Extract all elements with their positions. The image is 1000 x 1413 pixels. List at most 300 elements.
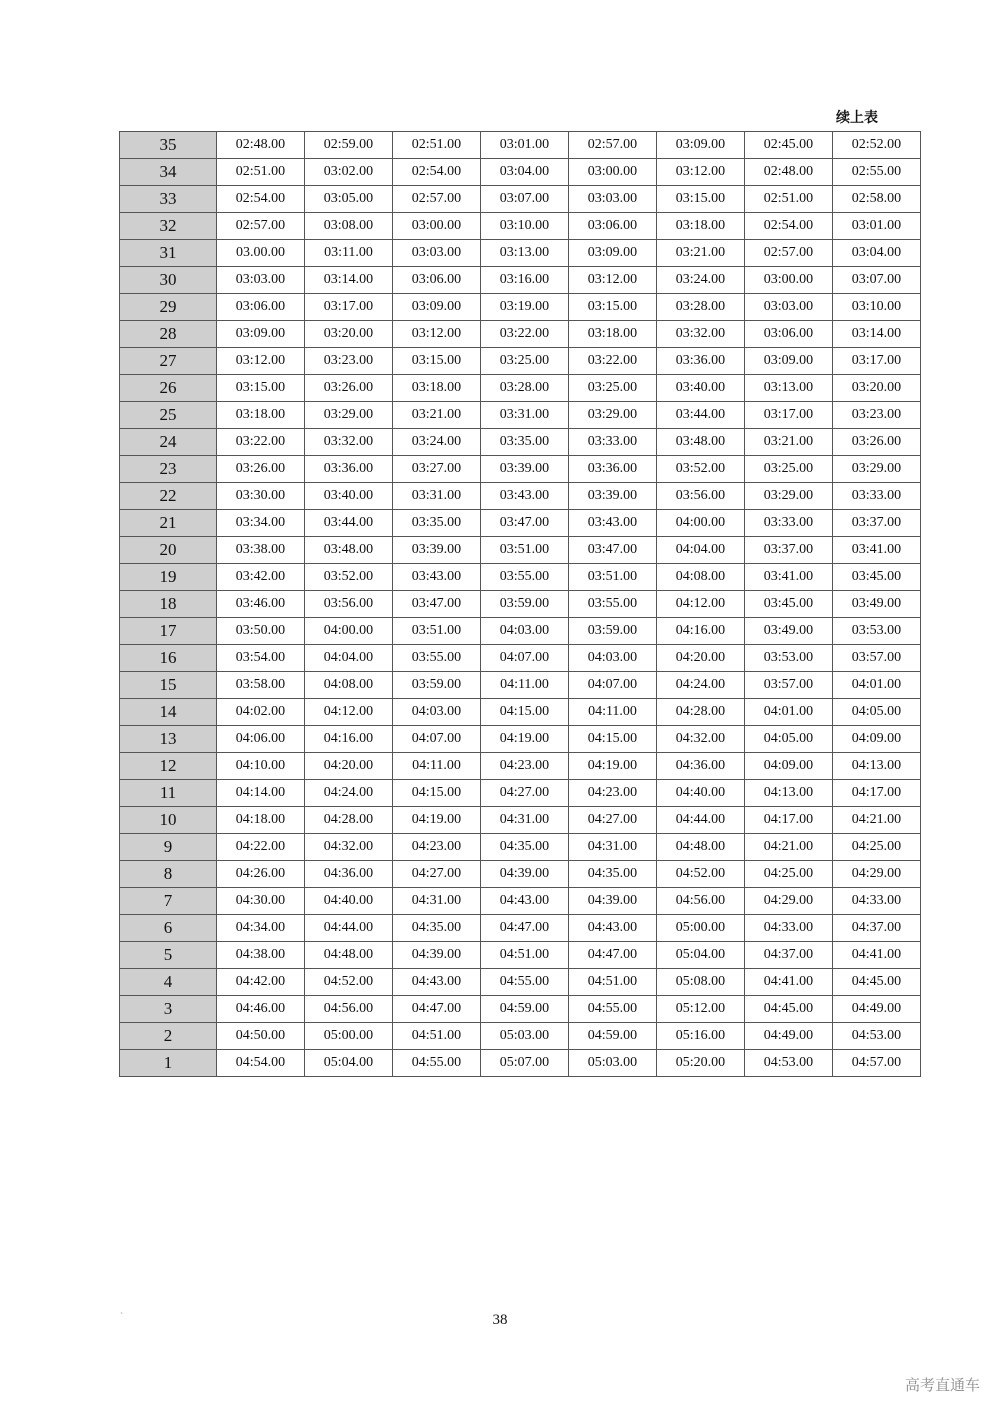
score-cell: 6	[120, 915, 217, 942]
time-cell: 03:36.00	[569, 456, 657, 483]
time-cell: 02:57.00	[569, 132, 657, 159]
table-row	[120, 402, 921, 429]
time-cell: 03:06.00	[569, 213, 657, 240]
score-cell: 22	[120, 483, 217, 510]
table-row	[120, 1023, 921, 1050]
score-cell: 17	[120, 618, 217, 645]
time-cell: 03:43.00	[393, 564, 481, 591]
time-cell: 03:26.00	[305, 375, 393, 402]
time-cell: 03:31.00	[393, 483, 481, 510]
time-cell: 04:12.00	[305, 699, 393, 726]
time-cell: 03:15.00	[217, 375, 305, 402]
table-row	[120, 321, 921, 348]
time-cell: 03:36.00	[305, 456, 393, 483]
score-cell: 32	[120, 213, 217, 240]
table-row	[120, 591, 921, 618]
time-cell: 04:46.00	[217, 996, 305, 1023]
time-cell: 03:46.00	[217, 591, 305, 618]
time-cell: 03:51.00	[393, 618, 481, 645]
time-cell: 04:52.00	[305, 969, 393, 996]
time-cell: 03:59.00	[393, 672, 481, 699]
time-cell: 03:18.00	[569, 321, 657, 348]
time-cell: 04:40.00	[305, 888, 393, 915]
time-cell: 02:54.00	[745, 213, 833, 240]
time-cell: 03:09.00	[745, 348, 833, 375]
time-cell: 05:16.00	[657, 1023, 745, 1050]
time-cell: 03:43.00	[481, 483, 569, 510]
time-cell: 04:12.00	[657, 591, 745, 618]
time-cell: 04:49.00	[745, 1023, 833, 1050]
time-cell: 03:03.00	[393, 240, 481, 267]
time-cell: 04:55.00	[481, 969, 569, 996]
time-cell: 03:07.00	[481, 186, 569, 213]
time-cell: 05:00.00	[657, 915, 745, 942]
time-cell: 03:02.00	[305, 159, 393, 186]
time-cell: 03:09.00	[393, 294, 481, 321]
time-cell: 03:21.00	[657, 240, 745, 267]
score-cell: 35	[120, 132, 217, 159]
time-cell: 04:55.00	[569, 996, 657, 1023]
time-cell: 03:00.00	[393, 213, 481, 240]
time-cell: 03:25.00	[481, 348, 569, 375]
time-cell: 03:03.00	[217, 267, 305, 294]
time-cell: 04:05.00	[745, 726, 833, 753]
time-cell: 04:20.00	[657, 645, 745, 672]
time-cell: 03:38.00	[217, 537, 305, 564]
time-cell: 03:23.00	[305, 348, 393, 375]
score-cell: 20	[120, 537, 217, 564]
score-cell: 24	[120, 429, 217, 456]
table-row	[120, 834, 921, 861]
time-cell: 03:55.00	[569, 591, 657, 618]
time-cell: 04:35.00	[481, 834, 569, 861]
time-cell: 04:09.00	[833, 726, 921, 753]
time-cell: 03:10.00	[833, 294, 921, 321]
time-cell: 03:29.00	[833, 456, 921, 483]
time-cell: 03:53.00	[833, 618, 921, 645]
time-cell: 03:17.00	[745, 402, 833, 429]
time-cell: 03:25.00	[745, 456, 833, 483]
time-cell: 04:32.00	[305, 834, 393, 861]
score-time-table	[119, 131, 921, 1077]
time-cell: 04:55.00	[393, 1050, 481, 1077]
time-cell: 04:09.00	[745, 753, 833, 780]
table-row	[120, 861, 921, 888]
time-cell: 04:47.00	[569, 942, 657, 969]
time-cell: 03:12.00	[657, 159, 745, 186]
time-cell: 02:54.00	[393, 159, 481, 186]
time-cell: 03:39.00	[569, 483, 657, 510]
time-cell: 04:15.00	[569, 726, 657, 753]
time-cell: 03:27.00	[393, 456, 481, 483]
time-cell: 03:05.00	[305, 186, 393, 213]
time-cell: 03:45.00	[833, 564, 921, 591]
time-cell: 03:32.00	[657, 321, 745, 348]
time-cell: 04:11.00	[481, 672, 569, 699]
table-row	[120, 537, 921, 564]
score-cell: 15	[120, 672, 217, 699]
table-row	[120, 132, 921, 159]
time-cell: 03:13.00	[481, 240, 569, 267]
time-cell: 03:20.00	[305, 321, 393, 348]
time-cell: 03:04.00	[481, 159, 569, 186]
score-cell: 26	[120, 375, 217, 402]
table-row	[120, 294, 921, 321]
time-cell: 03:40.00	[305, 483, 393, 510]
time-cell: 04:00.00	[657, 510, 745, 537]
time-cell: 02:45.00	[745, 132, 833, 159]
time-cell: 02:57.00	[217, 213, 305, 240]
time-cell: 04:59.00	[481, 996, 569, 1023]
time-cell: 03:06.00	[217, 294, 305, 321]
time-cell: 04:17.00	[833, 780, 921, 807]
time-cell: 03:22.00	[217, 429, 305, 456]
time-cell: 03:21.00	[393, 402, 481, 429]
time-cell: 03:26.00	[833, 429, 921, 456]
time-cell: 04:45.00	[833, 969, 921, 996]
score-cell: 19	[120, 564, 217, 591]
time-cell: 03:01.00	[833, 213, 921, 240]
time-cell: 03:13.00	[745, 375, 833, 402]
score-cell: 8	[120, 861, 217, 888]
time-cell: 03:30.00	[217, 483, 305, 510]
table-row	[120, 456, 921, 483]
time-cell: 03:47.00	[569, 537, 657, 564]
time-cell: 04:42.00	[217, 969, 305, 996]
time-cell: 04:35.00	[393, 915, 481, 942]
time-cell: 04:38.00	[217, 942, 305, 969]
time-cell: 02:57.00	[393, 186, 481, 213]
time-cell: 04:32.00	[657, 726, 745, 753]
time-cell: 03:53.00	[745, 645, 833, 672]
time-cell: 04:45.00	[745, 996, 833, 1023]
time-cell: 05:08.00	[657, 969, 745, 996]
time-cell: 04:43.00	[393, 969, 481, 996]
time-cell: 04:21.00	[745, 834, 833, 861]
time-cell: 03.00.00	[217, 240, 305, 267]
time-cell: 03:10.00	[481, 213, 569, 240]
time-cell: 03:47.00	[393, 591, 481, 618]
table-row	[120, 564, 921, 591]
time-cell: 04:43.00	[569, 915, 657, 942]
time-cell: 04:31.00	[569, 834, 657, 861]
time-cell: 03:01.00	[481, 132, 569, 159]
time-cell: 03:33.00	[569, 429, 657, 456]
time-cell: 04:07.00	[393, 726, 481, 753]
time-cell: 04:24.00	[305, 780, 393, 807]
time-cell: 03:43.00	[569, 510, 657, 537]
time-cell: 03:06.00	[393, 267, 481, 294]
time-cell: 04:18.00	[217, 807, 305, 834]
time-cell: 03:14.00	[305, 267, 393, 294]
time-cell: 02:59.00	[305, 132, 393, 159]
time-cell: 03:58.00	[217, 672, 305, 699]
time-cell: 04:29.00	[833, 861, 921, 888]
time-cell: 04:13.00	[833, 753, 921, 780]
time-cell: 04:56.00	[657, 888, 745, 915]
time-cell: 03:12.00	[217, 348, 305, 375]
table-row	[120, 672, 921, 699]
time-cell: 03:55.00	[481, 564, 569, 591]
time-cell: 04:27.00	[569, 807, 657, 834]
time-cell: 03:49.00	[745, 618, 833, 645]
time-cell: 03:51.00	[569, 564, 657, 591]
score-cell: 33	[120, 186, 217, 213]
score-cell: 34	[120, 159, 217, 186]
time-cell: 03:41.00	[833, 537, 921, 564]
time-cell: 04:48.00	[657, 834, 745, 861]
table-row	[120, 645, 921, 672]
time-cell: 04:59.00	[569, 1023, 657, 1050]
stray-mark: `	[120, 1312, 124, 1323]
time-cell: 04:02.00	[217, 699, 305, 726]
time-cell: 03:57.00	[833, 645, 921, 672]
time-cell: 03:09.00	[569, 240, 657, 267]
table-row	[120, 348, 921, 375]
time-cell: 03:20.00	[833, 375, 921, 402]
time-cell: 02:58.00	[833, 186, 921, 213]
time-cell: 04:10.00	[217, 753, 305, 780]
table-row	[120, 618, 921, 645]
time-cell: 05:07.00	[481, 1050, 569, 1077]
time-cell: 02:51.00	[393, 132, 481, 159]
time-cell: 03:44.00	[305, 510, 393, 537]
table-row	[120, 726, 921, 753]
time-cell: 03:50.00	[217, 618, 305, 645]
time-cell: 04:44.00	[657, 807, 745, 834]
time-cell: 04:29.00	[745, 888, 833, 915]
time-cell: 03:59.00	[481, 591, 569, 618]
time-cell: 03:23.00	[833, 402, 921, 429]
time-cell: 03:48.00	[657, 429, 745, 456]
time-cell: 03:57.00	[745, 672, 833, 699]
time-cell: 03:03.00	[569, 186, 657, 213]
time-cell: 04:39.00	[393, 942, 481, 969]
time-cell: 03:35.00	[481, 429, 569, 456]
time-cell: 03:37.00	[745, 537, 833, 564]
time-cell: 04:25.00	[833, 834, 921, 861]
time-cell: 03:35.00	[393, 510, 481, 537]
time-cell: 04:30.00	[217, 888, 305, 915]
time-cell: 03:29.00	[745, 483, 833, 510]
time-cell: 02:57.00	[745, 240, 833, 267]
time-cell: 03:06.00	[745, 321, 833, 348]
table-row	[120, 807, 921, 834]
score-cell: 1	[120, 1050, 217, 1077]
time-cell: 03:55.00	[393, 645, 481, 672]
time-cell: 04:50.00	[217, 1023, 305, 1050]
time-cell: 04:08.00	[657, 564, 745, 591]
time-cell: 05:04.00	[657, 942, 745, 969]
time-cell: 03:29.00	[305, 402, 393, 429]
time-cell: 03:42.00	[217, 564, 305, 591]
time-cell: 03:03.00	[745, 294, 833, 321]
time-cell: 02:51.00	[217, 159, 305, 186]
time-cell: 04:39.00	[481, 861, 569, 888]
table-row	[120, 888, 921, 915]
time-cell: 04:37.00	[833, 915, 921, 942]
time-cell: 04:34.00	[217, 915, 305, 942]
table-row	[120, 213, 921, 240]
table-row	[120, 996, 921, 1023]
time-cell: 03:17.00	[305, 294, 393, 321]
table-row	[120, 780, 921, 807]
time-cell: 04:06.00	[217, 726, 305, 753]
score-cell: 23	[120, 456, 217, 483]
time-cell: 03:25.00	[569, 375, 657, 402]
table-row	[120, 753, 921, 780]
score-cell: 10	[120, 807, 217, 834]
table-body	[120, 132, 921, 1077]
time-cell: 03:26.00	[217, 456, 305, 483]
time-cell: 03:36.00	[657, 348, 745, 375]
table-row	[120, 240, 921, 267]
score-cell: 25	[120, 402, 217, 429]
time-cell: 04:14.00	[217, 780, 305, 807]
time-cell: 03:41.00	[745, 564, 833, 591]
time-cell: 03:28.00	[481, 375, 569, 402]
time-cell: 04:36.00	[305, 861, 393, 888]
table-row	[120, 915, 921, 942]
time-cell: 04:43.00	[481, 888, 569, 915]
table-row	[120, 375, 921, 402]
time-cell: 03:49.00	[833, 591, 921, 618]
time-cell: 03:07.00	[833, 267, 921, 294]
time-cell: 04:01.00	[745, 699, 833, 726]
time-cell: 04:52.00	[657, 861, 745, 888]
table-row	[120, 267, 921, 294]
time-cell: 04:05.00	[833, 699, 921, 726]
time-cell: 04:51.00	[393, 1023, 481, 1050]
time-cell: 04:20.00	[305, 753, 393, 780]
score-cell: 28	[120, 321, 217, 348]
time-cell: 04:03.00	[481, 618, 569, 645]
score-cell: 11	[120, 780, 217, 807]
time-cell: 03:19.00	[481, 294, 569, 321]
time-cell: 03:18.00	[657, 213, 745, 240]
time-cell: 03:16.00	[481, 267, 569, 294]
score-cell: 7	[120, 888, 217, 915]
time-cell: 03:39.00	[393, 537, 481, 564]
time-cell: 02:55.00	[833, 159, 921, 186]
time-cell: 04:54.00	[217, 1050, 305, 1077]
time-cell: 04:57.00	[833, 1050, 921, 1077]
time-cell: 03:09.00	[657, 132, 745, 159]
time-cell: 03:17.00	[833, 348, 921, 375]
time-cell: 04:23.00	[569, 780, 657, 807]
time-cell: 03:48.00	[305, 537, 393, 564]
table-row	[120, 159, 921, 186]
score-cell: 13	[120, 726, 217, 753]
time-cell: 03:12.00	[393, 321, 481, 348]
time-cell: 03:22.00	[569, 348, 657, 375]
score-cell: 21	[120, 510, 217, 537]
time-cell: 03:33.00	[833, 483, 921, 510]
time-cell: 05:03.00	[481, 1023, 569, 1050]
time-cell: 04:07.00	[569, 672, 657, 699]
time-cell: 04:41.00	[833, 942, 921, 969]
time-cell: 03:47.00	[481, 510, 569, 537]
time-cell: 04:51.00	[481, 942, 569, 969]
time-cell: 04:53.00	[745, 1050, 833, 1077]
time-cell: 04:11.00	[569, 699, 657, 726]
time-cell: 04:24.00	[657, 672, 745, 699]
score-cell: 12	[120, 753, 217, 780]
time-cell: 04:26.00	[217, 861, 305, 888]
time-cell: 04:19.00	[393, 807, 481, 834]
time-cell: 04:47.00	[393, 996, 481, 1023]
time-cell: 04:48.00	[305, 942, 393, 969]
time-cell: 04:13.00	[745, 780, 833, 807]
time-cell: 03:08.00	[305, 213, 393, 240]
time-cell: 03:54.00	[217, 645, 305, 672]
time-cell: 03:24.00	[657, 267, 745, 294]
time-cell: 04:36.00	[657, 753, 745, 780]
score-cell: 2	[120, 1023, 217, 1050]
table-row	[120, 699, 921, 726]
time-cell: 03:56.00	[657, 483, 745, 510]
time-cell: 05:20.00	[657, 1050, 745, 1077]
time-cell: 03:04.00	[833, 240, 921, 267]
time-cell: 03:51.00	[481, 537, 569, 564]
time-cell: 03:52.00	[305, 564, 393, 591]
time-cell: 03:09.00	[217, 321, 305, 348]
time-cell: 04:28.00	[305, 807, 393, 834]
time-cell: 04:44.00	[305, 915, 393, 942]
time-cell: 04:41.00	[745, 969, 833, 996]
time-cell: 03:11.00	[305, 240, 393, 267]
table-row	[120, 942, 921, 969]
score-cell: 5	[120, 942, 217, 969]
time-cell: 04:31.00	[393, 888, 481, 915]
table-row	[120, 1050, 921, 1077]
score-cell: 16	[120, 645, 217, 672]
time-cell: 03:18.00	[393, 375, 481, 402]
time-cell: 03:28.00	[657, 294, 745, 321]
time-cell: 05:12.00	[657, 996, 745, 1023]
score-cell: 27	[120, 348, 217, 375]
table-row	[120, 429, 921, 456]
time-cell: 04:15.00	[393, 780, 481, 807]
time-cell: 03:44.00	[657, 402, 745, 429]
time-cell: 04:40.00	[657, 780, 745, 807]
time-cell: 03:33.00	[745, 510, 833, 537]
score-cell: 30	[120, 267, 217, 294]
time-cell: 04:16.00	[657, 618, 745, 645]
time-cell: 03:32.00	[305, 429, 393, 456]
table-row	[120, 510, 921, 537]
time-cell: 04:03.00	[569, 645, 657, 672]
table-row	[120, 969, 921, 996]
time-cell: 04:51.00	[569, 969, 657, 996]
time-cell: 02:48.00	[217, 132, 305, 159]
time-cell: 03:39.00	[481, 456, 569, 483]
time-cell: 03:15.00	[393, 348, 481, 375]
time-cell: 04:47.00	[481, 915, 569, 942]
time-cell: 04:37.00	[745, 942, 833, 969]
score-cell: 29	[120, 294, 217, 321]
score-cell: 4	[120, 969, 217, 996]
time-cell: 03:45.00	[745, 591, 833, 618]
table-row	[120, 483, 921, 510]
time-cell: 05:03.00	[569, 1050, 657, 1077]
time-cell: 04:33.00	[745, 915, 833, 942]
time-cell: 04:00.00	[305, 618, 393, 645]
time-cell: 03:29.00	[569, 402, 657, 429]
time-cell: 04:28.00	[657, 699, 745, 726]
time-cell: 03:22.00	[481, 321, 569, 348]
time-cell: 05:04.00	[305, 1050, 393, 1077]
